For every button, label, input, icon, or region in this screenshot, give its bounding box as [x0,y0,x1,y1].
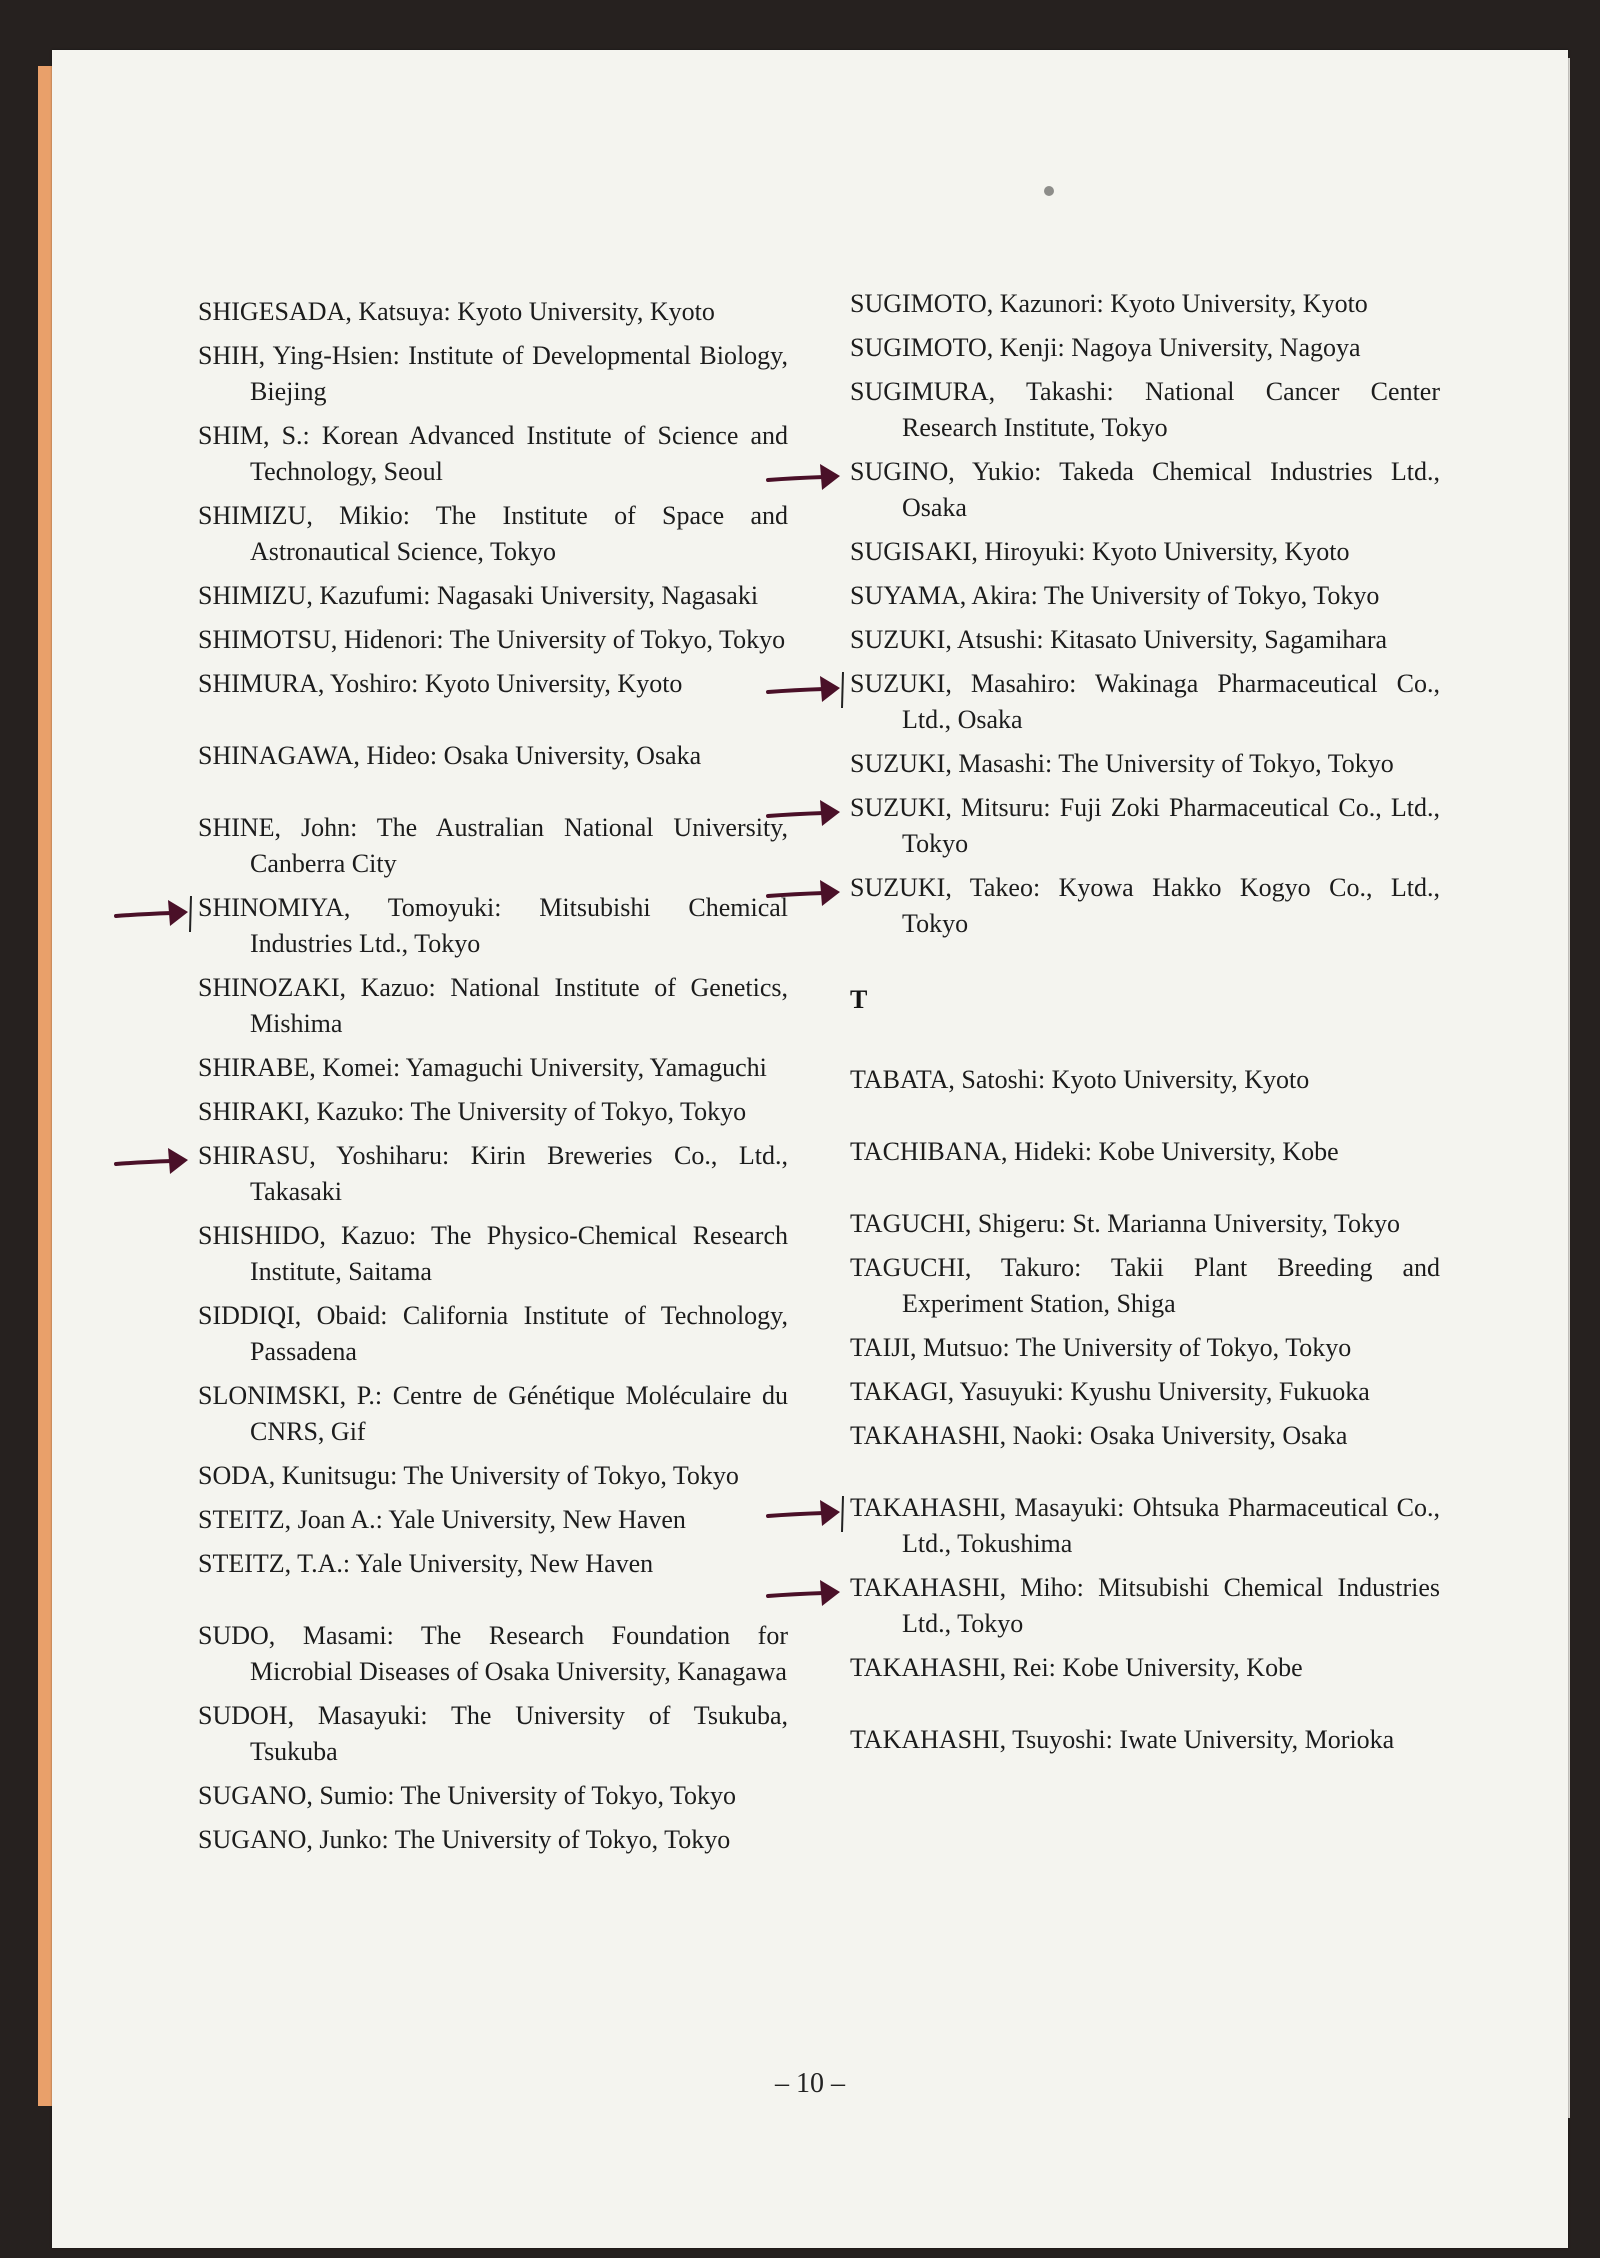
section-letter-heading: T [850,985,868,1014]
directory-entry: SHIM, S.: Korean Advanced Institute of Science and Technology, Seoul [198,421,788,486]
directory-entry: TAGUCHI, Shigeru: St. Marianna University, Tokyo [850,1209,1400,1238]
directory-entry-marked [850,790,1440,862]
directory-entry: SHISHIDO, Kazuo: The Physico-Chemical Research Institute, Saitama [198,1221,788,1286]
directory-entry: SUGIMURA, Takashi: National Cancer Center Research Institute, Tokyo [850,377,1440,442]
directory-entry: SHIRABE, Komei: Yamaguchi University, Yamaguchi [198,1053,767,1082]
entry-text: TAKAHASHI, Miho: Mitsubishi Chemical Industries Ltd., Tokyo [850,1573,1440,1638]
directory-entry: SHIMOTSU, Hidenori: The University of Tokyo, Tokyo [198,625,786,654]
directory-entry: SHIRAKI, Kazuko: The University of Tokyo, Tokyo [198,1097,747,1126]
entry-text: SHINOMIYA, Tomoyuki: Mitsubishi Chemical Industries Ltd., Tokyo [198,893,788,958]
directory-entry: SHINAGAWA, Hideo: Osaka University, Osaka [198,741,702,770]
directory-entry: TAKAHASHI, Tsuyoshi: Iwate University, Morioka [850,1725,1395,1754]
directory-entry-marked [850,1490,1440,1562]
directory-entry: SHINE, John: The Australian National University, Canberra City [198,813,788,878]
directory-entry: TAIJI, Mutsuo: The University of Tokyo, Tokyo [850,1333,1352,1362]
directory-entry: SODA, Kunitsugu: The University of Tokyo, Tokyo [198,1461,739,1490]
directory-entry-marked [850,870,1440,942]
handwritten-arrow-icon [764,458,844,498]
directory-entry: SHIMIZU, Mikio: The Institute of Space and Astronautical Science, Tokyo [198,501,788,566]
handwritten-arrow-icon [764,670,844,710]
directory-entry: TAKAHASHI, Naoki: Osaka University, Osaka [850,1421,1348,1450]
directory-entry: TACHIBANA, Hideki: Kobe University, Kobe [850,1137,1339,1166]
directory-entry-marked [198,890,788,962]
directory-entry: SUGISAKI, Hiroyuki: Kyoto University, Kyoto [850,537,1350,566]
left-column [198,294,788,1866]
directory-entry: TAGUCHI, Takuro: Takii Plant Breeding and Experiment Station, Shiga [850,1253,1440,1318]
handwritten-arrow-icon [764,1494,844,1534]
handwritten-arrow-icon [112,1142,192,1182]
directory-entry: SUZUKI, Atsushi: Kitasato University, Sagamihara [850,625,1388,654]
directory-entry: SHIH, Ying-Hsien: Institute of Developmental Biology, Biejing [198,341,788,406]
handwritten-arrow-icon [764,794,844,834]
directory-entry: SUYAMA, Akira: The University of Tokyo, Tokyo [850,581,1380,610]
entry-text: SUZUKI, Takeo: Kyowa Hakko Kogyo Co., Ltd., Tokyo [850,873,1440,938]
directory-entry: TAKAHASHI, Rei: Kobe University, Kobe [850,1653,1303,1682]
entry-text: SUZUKI, Masahiro: Wakinaga Pharmaceutical Co., Ltd., Osaka [850,669,1440,734]
entry-text: SHIRASU, Yoshiharu: Kirin Breweries Co., Ltd., Takasaki [198,1141,788,1206]
document-page [52,50,1568,2248]
right-column [850,286,1440,1766]
handwritten-arrow-icon [764,1574,844,1614]
directory-entry: SUGIMOTO, Kazunori: Kyoto University, Kyoto [850,289,1368,318]
directory-entry: SUZUKI, Masashi: The University of Tokyo, Tokyo [850,749,1394,778]
directory-entry: STEITZ, Joan A.: Yale University, New Haven [198,1505,686,1534]
handwritten-arrow-icon [764,874,844,914]
directory-entry: SUGANO, Junko: The University of Tokyo, Tokyo [198,1825,731,1854]
handwritten-arrow-icon [112,894,192,934]
directory-entry-marked [850,666,1440,738]
directory-entry: STEITZ, T.A.: Yale University, New Haven [198,1549,654,1578]
directory-entry: SLONIMSKI, P.: Centre de Génétique Moléculaire du CNRS, Gif [198,1381,788,1446]
directory-entry: SIDDIQI, Obaid: California Institute of Technology, Passadena [198,1301,788,1366]
entry-text: SUZUKI, Mitsuru: Fuji Zoki Pharmaceutical Co., Ltd., Tokyo [850,793,1440,858]
directory-entry-marked [850,454,1440,526]
directory-entry: SUGIMOTO, Kenji: Nagoya University, Nagoya [850,333,1361,362]
directory-entry: SUDO, Masami: The Research Foundation for Microbial Diseases of Osaka University, Kanagawa [198,1621,788,1686]
directory-entry: TAKAGI, Yasuyuki: Kyushu University, Fukuoka [850,1377,1370,1406]
directory-entry: SHINOZAKI, Kazuo: National Institute of Genetics, Mishima [198,973,788,1038]
directory-entry: TABATA, Satoshi: Kyoto University, Kyoto [850,1065,1310,1094]
entry-text: TAKAHASHI, Masayuki: Ohtsuka Pharmaceutical Co., Ltd., Tokushima [850,1493,1440,1558]
directory-entry-marked [198,1138,788,1210]
page-number: – 10 – [775,2068,845,2099]
directory-entry: SHIMURA, Yoshiro: Kyoto University, Kyoto [198,669,683,698]
directory-entry: SUGANO, Sumio: The University of Tokyo, Tokyo [198,1781,737,1810]
ink-dot [1044,186,1054,196]
directory-entry: SHIMIZU, Kazufumi: Nagasaki University, Nagasaki [198,581,759,610]
directory-entry: SHIGESADA, Katsuya: Kyoto University, Kyoto [198,297,715,326]
directory-entry-marked [850,1570,1440,1642]
entry-text: SUGINO, Yukio: Takeda Chemical Industries Ltd., Osaka [850,457,1440,522]
directory-entry: SUDOH, Masayuki: The University of Tsukuba, Tsukuba [198,1701,788,1766]
